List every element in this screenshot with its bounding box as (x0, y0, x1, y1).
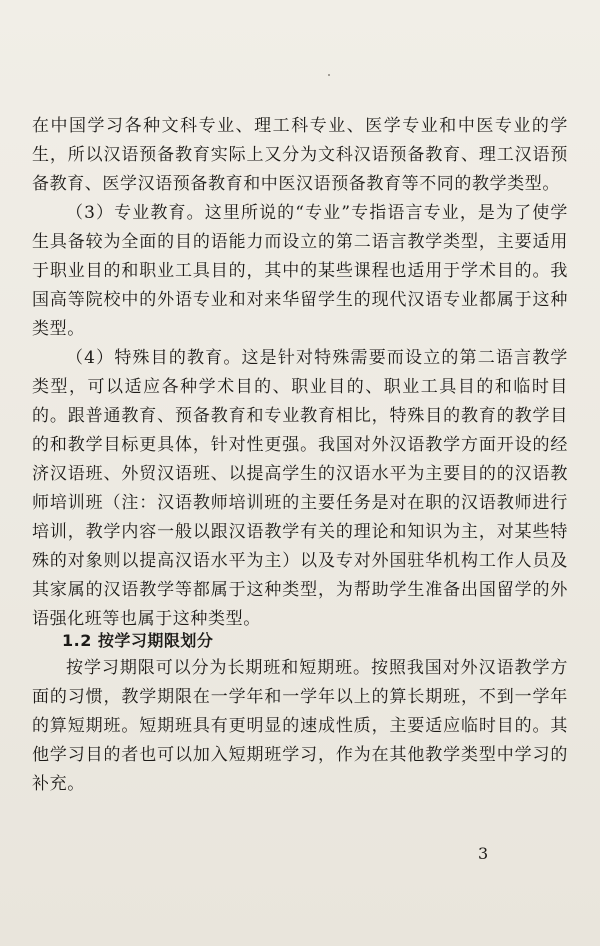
section-heading: 1.2 按学习期限划分 (62, 631, 214, 650)
paragraph-study-duration: 按学习期限可以分为长期班和短期班。按照我国对外汉语教学方面的习惯，教学期限在一学年和一学年以上的算长期班，不到一学年的算短期班。短期班具有更明显的速成性质，主要适应临时目的。其他学习目的者也可以加入短期班学习，作为在其他教学类型中学习的补充。 (32, 658, 568, 794)
page-number: 3 (478, 844, 489, 863)
body-text-lower (32, 654, 568, 799)
paragraph-special-purpose-education: （4）特殊目的教育。这是针对特殊需要而设立的第二语言教学类型，可以适应各种学术目的、职业目的、职业工具目的和临时目的。跟普通教育、预备教育和专业教育相比，特殊目的教育的教学目的和教学目标更具体，针对性更强。我国对外汉语教学方面开设的经济汉语班、外贸汉语班、以提高学生的汉语水平为主要目的的汉语教师培训班（注：汉语教师培训班的主要任务是对在职的汉语教师进行培训，教学内容一般以跟汉语教学有关的理论和知识为主，对某些特殊的对象则以提高汉语水平为主）以及专对外国驻华机构工作人员及其家属的汉语教学等都属于这种类型，为帮助学生准备出国留学的外语强化班等也属于这种类型。 (32, 348, 568, 629)
paragraph-professional-education: （3）专业教育。这里所说的“专业”专指语言专业，是为了使学生具备较为全面的目的语能力而设立的第二语言教学类型，主要适用于职业目的和职业工具目的，其中的某些课程也适用于学术目的。我国高等院校中的外语专业和对来华留学生的现代汉语专业都属于这种类型。 (32, 203, 568, 339)
paragraph-preparatory-continued: 在中国学习各种文科专业、理工科专业、医学专业和中医专业的学生，所以汉语预备教育实际上又分为文科汉语预备教育、理工汉语预备教育、医学汉语预备教育和中医汉语预备教育等不同的教学类型。 (32, 116, 568, 194)
paper-speck (328, 74, 330, 76)
body-text-upper (32, 112, 568, 634)
